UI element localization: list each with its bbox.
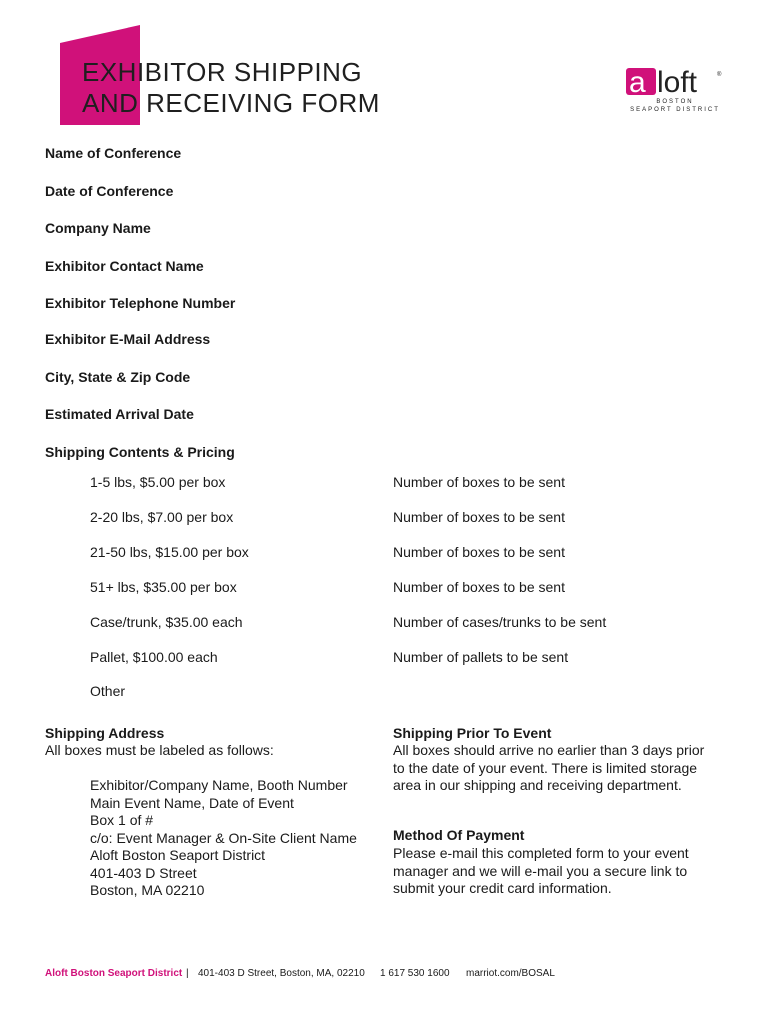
- aloft-logo: [625, 62, 735, 118]
- field-exhibitor-email: Exhibitor E-Mail Address: [45, 331, 211, 347]
- pricing-count-label: Number of boxes to be sent: [393, 544, 565, 560]
- shipping-address-intro: All boxes must be labeled as follows:: [45, 742, 274, 758]
- field-date-of-conference: Date of Conference: [45, 183, 174, 199]
- shipping-label-line: Aloft Boston Seaport District: [90, 847, 266, 863]
- footer-separator: |: [186, 968, 189, 979]
- shipping-prior-line: All boxes should arrive no earlier than 3 days prior: [393, 742, 705, 758]
- logo-subtitle-district: SEAPORT DISTRICT: [630, 107, 720, 113]
- pricing-count-label: Number of cases/trunks to be sent: [393, 614, 607, 630]
- shipping-prior-heading: Shipping Prior To Event: [393, 725, 552, 741]
- shipping-prior-line: area in our shipping and receiving department.: [393, 777, 682, 793]
- pricing-item: Pallet, $100.00 each: [90, 649, 218, 665]
- shipping-label-line: Box 1 of #: [90, 812, 154, 828]
- form-title-line-1: EXHIBITOR SHIPPING: [82, 57, 363, 87]
- pricing-count-label: Number of boxes to be sent: [393, 474, 565, 490]
- field-city-state-zip: City, State & Zip Code: [45, 369, 191, 385]
- field-exhibitor-telephone: Exhibitor Telephone Number: [45, 295, 236, 311]
- aloft-logo-icon: [625, 62, 725, 96]
- shipping-label-line: Boston, MA 02210: [90, 882, 205, 898]
- field-estimated-arrival-date: Estimated Arrival Date: [45, 406, 194, 422]
- payment-line: submit your credit card information.: [393, 880, 612, 896]
- pricing-item: 1-5 lbs, $5.00 per box: [90, 474, 226, 490]
- footer-brand: Aloft Boston Seaport District: [45, 968, 183, 979]
- payment-heading: Method Of Payment: [393, 827, 525, 843]
- pricing-count-label: Number of pallets to be sent: [393, 649, 569, 665]
- shipping-prior-text: [393, 742, 704, 795]
- pricing-count-label: Number of boxes to be sent: [393, 579, 565, 595]
- pricing-item: 21-50 lbs, $15.00 per box: [90, 544, 249, 560]
- shipping-label-line: Main Event Name, Date of Event: [90, 794, 294, 811]
- field-company-name: Company Name: [45, 220, 151, 236]
- pricing-item: Case/trunk, $35.00 each: [90, 614, 243, 630]
- pricing-item: 51+ lbs, $35.00 per box: [90, 579, 237, 595]
- payment-line: manager and we will e-mail you a secure link to: [393, 862, 688, 879]
- form-title-line-2: AND RECEIVING FORM: [82, 88, 380, 118]
- shipping-label-block: [90, 777, 357, 900]
- footer-address: 401-403 D Street, Boston, MA, 02210: [198, 968, 365, 979]
- pricing-other: Other: [90, 683, 126, 699]
- shipping-label-line: Exhibitor/Company Name, Booth Number: [90, 777, 348, 793]
- payment-line: Please e-mail this completed form to your event: [393, 845, 689, 861]
- field-exhibitor-contact-name: Exhibitor Contact Name: [45, 258, 204, 274]
- logo-subtitle-boston: BOSTON: [656, 99, 694, 105]
- footer-phone: 1 617 530 1600: [380, 968, 450, 979]
- shipping-prior-line: to the date of your event. There is limited storage: [393, 759, 698, 776]
- footer-url[interactable]: marriot.com/BOSAL: [466, 968, 555, 979]
- shipping-label-line: 401-403 D Street: [90, 864, 197, 881]
- shipping-label-line: c/o: Event Manager & On-Site Client Name: [90, 829, 357, 846]
- field-shipping-contents-pricing: Shipping Contents & Pricing: [45, 444, 235, 460]
- logo-registered-mark: ®: [717, 72, 722, 78]
- pricing-item: 2-20 lbs, $7.00 per box: [90, 509, 234, 525]
- logo-wordmark-rest: loft: [657, 66, 698, 96]
- field-name-of-conference: Name of Conference: [45, 145, 182, 161]
- shipping-address-heading: Shipping Address: [45, 725, 165, 741]
- logo-a-letter: a: [629, 66, 646, 96]
- payment-text: [393, 845, 689, 898]
- pricing-count-label: Number of boxes to be sent: [393, 509, 565, 525]
